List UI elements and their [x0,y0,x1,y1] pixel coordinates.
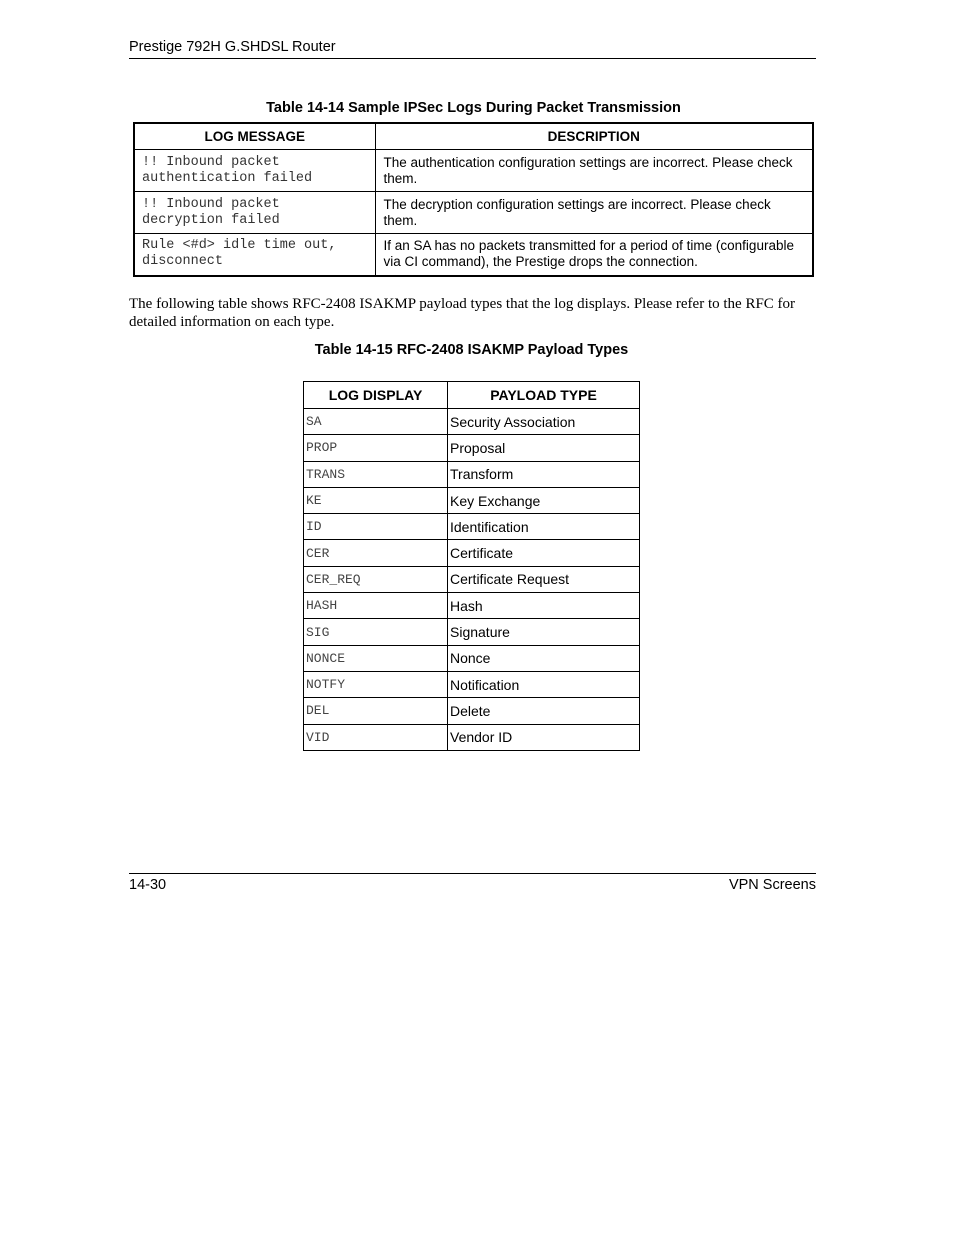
table-row [304,724,640,750]
isakmp-payload-table [303,381,640,751]
payload-type-cell: Certificate [448,540,640,566]
table-row [304,487,640,513]
column-header-log-display: LOG DISPLAY [304,382,448,409]
log-display-cell: PROP [304,435,448,461]
log-display-cell: NONCE [304,645,448,671]
log-display-cell: DEL [304,698,448,724]
body-paragraph: The following table shows RFC-2408 ISAKMP payload types that the log displays. Please refer to the RFC for detailed information on each type. [129,296,796,330]
column-header-log-message: LOG MESSAGE [134,123,375,150]
log-display-cell: CER_REQ [304,566,448,592]
log-display-cell: ID [304,514,448,540]
table-row [304,409,640,435]
payload-type-cell: Vendor ID [448,724,640,750]
table-row [304,645,640,671]
payload-type-cell: Proposal [448,435,640,461]
payload-type-cell: Identification [448,514,640,540]
payload-type-cell: Key Exchange [448,487,640,513]
log-message-line: Rule <#d> idle time out, [142,238,337,254]
description-cell: The decryption configuration settings are incorrect. Please check them. [375,192,813,234]
column-header-description: DESCRIPTION [375,123,813,150]
ipsec-logs-table [133,122,814,277]
page-number: 14-30 [129,877,167,893]
log-message-line: !! Inbound packet [142,154,280,170]
description-cell: The authentication configuration settings are incorrect. Please check them. [375,150,813,192]
page-header [129,38,816,59]
log-display-cell: SA [304,409,448,435]
log-display-cell: SIG [304,619,448,645]
log-display-cell: NOTFY [304,671,448,697]
table-row [304,435,640,461]
table-row [304,698,640,724]
payload-type-cell: Security Association [448,409,640,435]
column-header-payload-type: PAYLOAD TYPE [448,382,640,409]
table-row [304,566,640,592]
table-row [304,540,640,566]
payload-type-cell: Hash [448,593,640,619]
table-row [304,514,640,540]
table-header-row [134,123,813,150]
table-row [134,234,813,276]
section-name: VPN Screens [728,877,816,893]
log-display-cell: VID [304,724,448,750]
table-row [304,593,640,619]
table-row [304,461,640,487]
table-row [304,619,640,645]
document-title: Prestige 792H G.SHDSL Router [129,39,336,55]
description-cell: If an SA has no packets transmitted for a period of time (configurable via CI command), the Prestige drops the connection. [375,234,813,276]
log-display-cell: KE [304,487,448,513]
log-message-line: !! Inbound packet [142,196,280,212]
log-display-cell: TRANS [304,461,448,487]
table-row [134,150,813,192]
table-header-row [304,382,640,409]
page-footer [129,873,816,894]
table-row [304,671,640,697]
payload-type-cell: Delete [448,698,640,724]
payload-type-cell: Signature [448,619,640,645]
payload-type-cell: Notification [448,671,640,697]
table-row [134,192,813,234]
payload-type-cell: Certificate Request [448,566,640,592]
log-display-cell: HASH [304,593,448,619]
table2-caption: Table 14-15 RFC-2408 ISAKMP Payload Types [314,342,629,358]
log-message-line: authentication failed [142,170,313,186]
payload-type-cell: Transform [448,461,640,487]
log-message-line: decryption failed [142,212,280,228]
log-display-cell: CER [304,540,448,566]
log-message-cell [134,150,375,192]
log-message-cell [134,192,375,234]
log-message-cell [134,234,375,276]
payload-type-cell: Nonce [448,645,640,671]
table1-caption: Table 14-14 Sample IPSec Logs During Packet Transmission [266,100,681,116]
log-message-line: disconnect [142,254,224,270]
